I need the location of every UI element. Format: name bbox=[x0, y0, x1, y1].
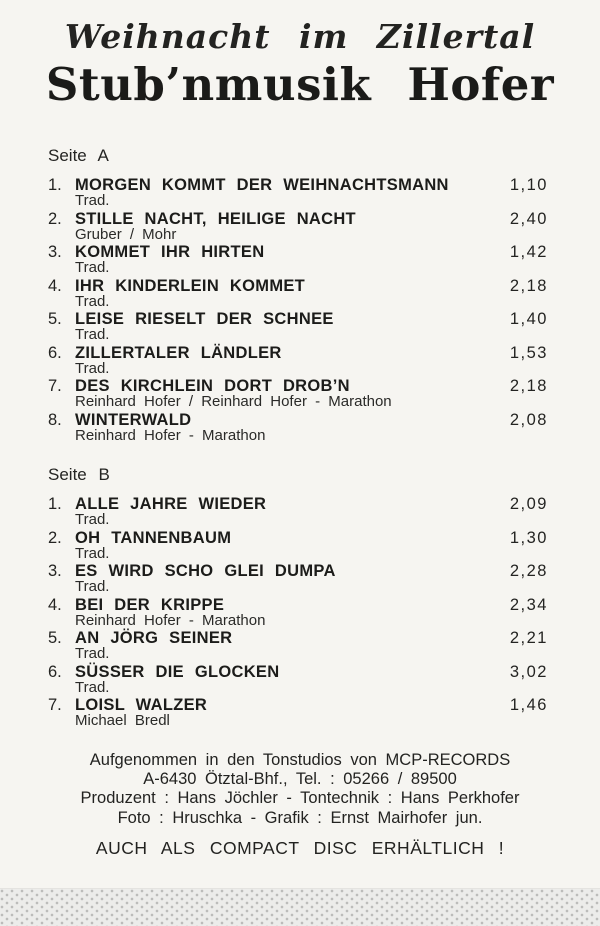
track-number: 5. bbox=[48, 629, 62, 647]
track-row bbox=[0, 495, 600, 528]
track-row bbox=[0, 377, 600, 410]
track-title: OH TANNENBAUM bbox=[75, 528, 232, 547]
track-row bbox=[0, 629, 600, 662]
track-duration: 3,02 bbox=[509, 662, 548, 681]
track-number: 1. bbox=[48, 495, 62, 513]
track-credit: Gruber / Mohr bbox=[75, 225, 177, 243]
side-a-track-list bbox=[0, 176, 600, 443]
track-row bbox=[0, 277, 600, 310]
side-b-track-list bbox=[0, 495, 600, 729]
track-duration: 2,08 bbox=[509, 410, 548, 429]
track-credit: Trad. bbox=[75, 326, 110, 343]
track-credit: Trad. bbox=[75, 192, 110, 209]
track-title: LEISE RIESELT DER SCHNEE bbox=[75, 310, 334, 328]
track-number: 8. bbox=[48, 410, 62, 429]
track-duration: 1,40 bbox=[509, 310, 548, 328]
track-duration: 1,10 bbox=[509, 176, 548, 194]
album-subtitle: Weihnacht im Zillertal bbox=[64, 17, 536, 56]
track-number: 7. bbox=[48, 696, 62, 714]
side-a-section bbox=[0, 147, 600, 444]
track-row bbox=[0, 596, 600, 629]
track-credit: Trad. bbox=[75, 259, 110, 276]
credits-line: Foto : Hruschka - Grafik : Ernst Mairhofer jun. bbox=[117, 808, 483, 827]
track-credit: Trad. bbox=[75, 645, 110, 662]
track-duration: 2,09 bbox=[509, 495, 548, 513]
track-title: WINTERWALD bbox=[75, 410, 192, 429]
track-title: BEI DER KRIPPE bbox=[75, 595, 225, 614]
track-number: 3. bbox=[48, 562, 62, 580]
track-row bbox=[0, 210, 600, 243]
track-duration: 1,42 bbox=[509, 243, 548, 261]
track-row bbox=[0, 344, 600, 377]
track-number: 2. bbox=[48, 528, 62, 547]
track-number: 5. bbox=[48, 310, 62, 328]
track-duration: 2,21 bbox=[509, 629, 548, 647]
track-number: 2. bbox=[48, 209, 62, 228]
track-title: ZILLERTALER LÄNDLER bbox=[75, 343, 282, 362]
track-row bbox=[0, 663, 600, 696]
credits-line: Aufgenommen in den Tonstudios von MCP-RECORDS bbox=[89, 751, 511, 769]
track-row bbox=[0, 562, 600, 595]
track-row bbox=[0, 529, 600, 562]
track-title: STILLE NACHT, HEILIGE NACHT bbox=[75, 209, 356, 228]
track-number: 4. bbox=[48, 276, 62, 295]
track-title: ALLE JAHRE WIEDER bbox=[75, 495, 267, 513]
credits-footer bbox=[0, 751, 600, 828]
track-credit: Trad. bbox=[75, 578, 110, 595]
side-b-section bbox=[0, 466, 600, 730]
halftone-dot-strip bbox=[0, 888, 600, 926]
track-number: 3. bbox=[48, 243, 62, 261]
track-credit: Trad. bbox=[75, 678, 110, 696]
track-duration: 1,30 bbox=[509, 528, 548, 547]
track-title: MORGEN KOMMT DER WEIHNACHTSMANN bbox=[75, 176, 449, 194]
track-title: SÜSSER DIE GLOCKEN bbox=[75, 662, 280, 681]
track-credit: Michael Bredl bbox=[75, 712, 170, 729]
track-title: IHR KINDERLEIN KOMMET bbox=[75, 276, 306, 295]
credits-line: A-6430 Ötztal-Bhf., Tel. : 05266 / 89500 bbox=[143, 770, 457, 789]
track-title: KOMMET IHR HIRTEN bbox=[75, 243, 265, 261]
track-row bbox=[0, 176, 600, 209]
track-row bbox=[0, 243, 600, 276]
track-number: 6. bbox=[48, 343, 62, 362]
track-credit: Reinhard Hofer / Reinhard Hofer - Marathon bbox=[75, 393, 392, 410]
track-duration: 1,53 bbox=[509, 343, 548, 362]
track-credit: Trad. bbox=[75, 511, 110, 528]
track-number: 4. bbox=[48, 595, 62, 614]
track-row bbox=[0, 310, 600, 343]
track-number: 7. bbox=[48, 377, 62, 395]
track-duration: 2,40 bbox=[509, 209, 548, 228]
track-credit: Reinhard Hofer - Marathon bbox=[75, 611, 266, 629]
credits-line: Produzent : Hans Jöchler - Tontechnik : Hans Perkhofer bbox=[80, 789, 520, 808]
track-duration: 2,18 bbox=[509, 276, 548, 295]
track-title: LOISL WALZER bbox=[75, 696, 208, 714]
track-title: AN JÖRG SEINER bbox=[75, 629, 233, 647]
track-duration: 1,46 bbox=[509, 696, 548, 714]
track-credit: Reinhard Hofer - Marathon bbox=[75, 426, 266, 444]
track-credit: Trad. bbox=[75, 292, 110, 310]
track-duration: 2,18 bbox=[509, 377, 548, 395]
track-row bbox=[0, 411, 600, 444]
track-duration: 2,34 bbox=[509, 595, 548, 614]
track-title: DES KIRCHLEIN DORT DROB’N bbox=[75, 377, 350, 395]
track-number: 6. bbox=[48, 662, 62, 681]
track-title: ES WIRD SCHO GLEI DUMPA bbox=[75, 562, 336, 580]
track-credit: Trad. bbox=[75, 359, 110, 377]
cd-availability-note: AUCH ALS COMPACT DISC ERHÄLTLICH ! bbox=[95, 838, 505, 858]
track-number: 1. bbox=[48, 176, 62, 194]
side-b-label: Seite B bbox=[48, 465, 110, 484]
track-credit: Trad. bbox=[75, 544, 110, 562]
track-row bbox=[0, 696, 600, 729]
album-title: Stub’nmusik Hofer bbox=[45, 58, 555, 111]
track-duration: 2,28 bbox=[509, 562, 548, 580]
header bbox=[0, 18, 600, 110]
side-a-label: Seite A bbox=[48, 146, 109, 165]
